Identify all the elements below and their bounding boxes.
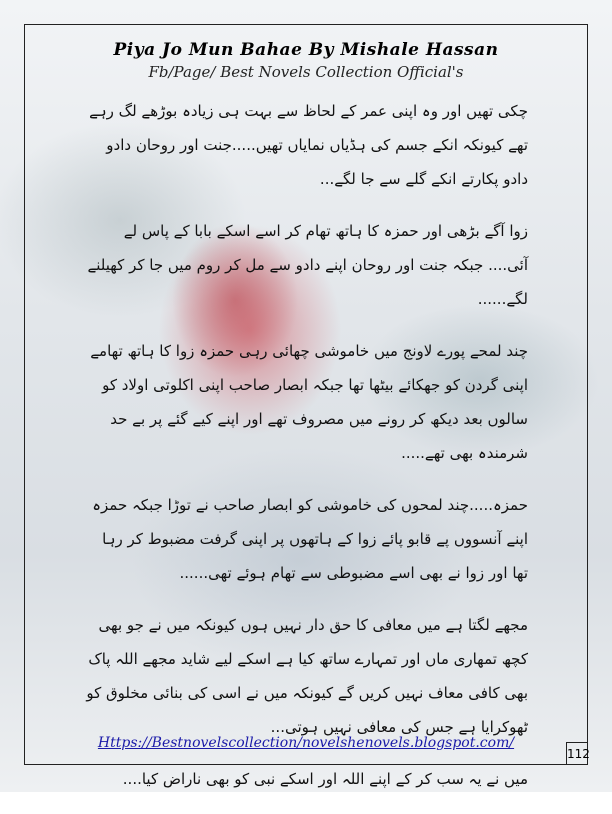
story-text — [84, 94, 528, 814]
paragraph-3: چند لمحے پورے لاونج میں خاموشی چھائی رہی حمزہ زوا کا ہاتھ تھامے اپنی گردن کو جھکائے بیٹھا تھا جبکہ ابصار صاحب اپنی اکلوتی اولاد کو سالوں بعد دیکھ کر رونے میں مصروف تھے اور اپنے کیے گئے پر بے حد شرمندہ بھی تھے..... — [90, 342, 528, 462]
paragraph-5: مجھے لگتا ہے میں معافی کا حق دار نہیں ہوں کیونکہ میں نے جو بھی کچھ تمھاری ماں اور تمہارے ساتھ کیا ہے اسکے لیے شاید مجھے اللہ پاک بھی کافی معاف نہیں کریں گے کیونکہ میں نے اسی کی بنائی مخلوق کو ٹھوکرایا ہے جس کی معافی نہیں ہوتی... — [86, 616, 528, 736]
paragraph-1: چکی تھیں اور وہ اپنی عمر کے لحاظ سے بہت ہی زیادہ بوڑھے لگ رہے تھے کیونکہ انکے جسم کی ہڈیاں نمایاں تھیں.....جنت اور روحان دادو دادو پکارتے انکے گلے سے جا لگے... — [89, 102, 528, 188]
paragraph-6: میں نے یہ سب کر کے اپنے اللہ اور اسکے نبی کو بھی ناراض کیا.... — [122, 770, 528, 788]
blog-link[interactable]: Https://Bestnovelscollection/novelshenovels.blogspot.com/ — [97, 735, 515, 751]
paragraph-4: حمزہ.....چند لمحوں کی خاموشی کو ابصار صاحب نے توڑا جبکہ حمزہ اپنے آنسووں پے قابو پائے زوا کے ہاتھوں پر اپنی گرفت مضبوط کر رہا تھا اور زوا نے بھی اسے مضبوطی سے تھام ہوئے تھی...... — [92, 496, 528, 582]
page-source: Fb/Page/ Best Novels Collection Official's — [148, 63, 464, 81]
page-number: 112 — [566, 742, 588, 765]
paragraph-2: زوا آگے بڑھی اور حمزہ کا ہاتھ تھام کر اسے اسکے بابا کے پاس لے آئی.... جبکہ جنت اور روحان اپنے دادو سے مل کر روم میں جا کر کھیلنے لگے...... — [87, 222, 528, 308]
novel-title: Piya Jo Mun Bahae By Mishale Hassan — [113, 40, 499, 60]
